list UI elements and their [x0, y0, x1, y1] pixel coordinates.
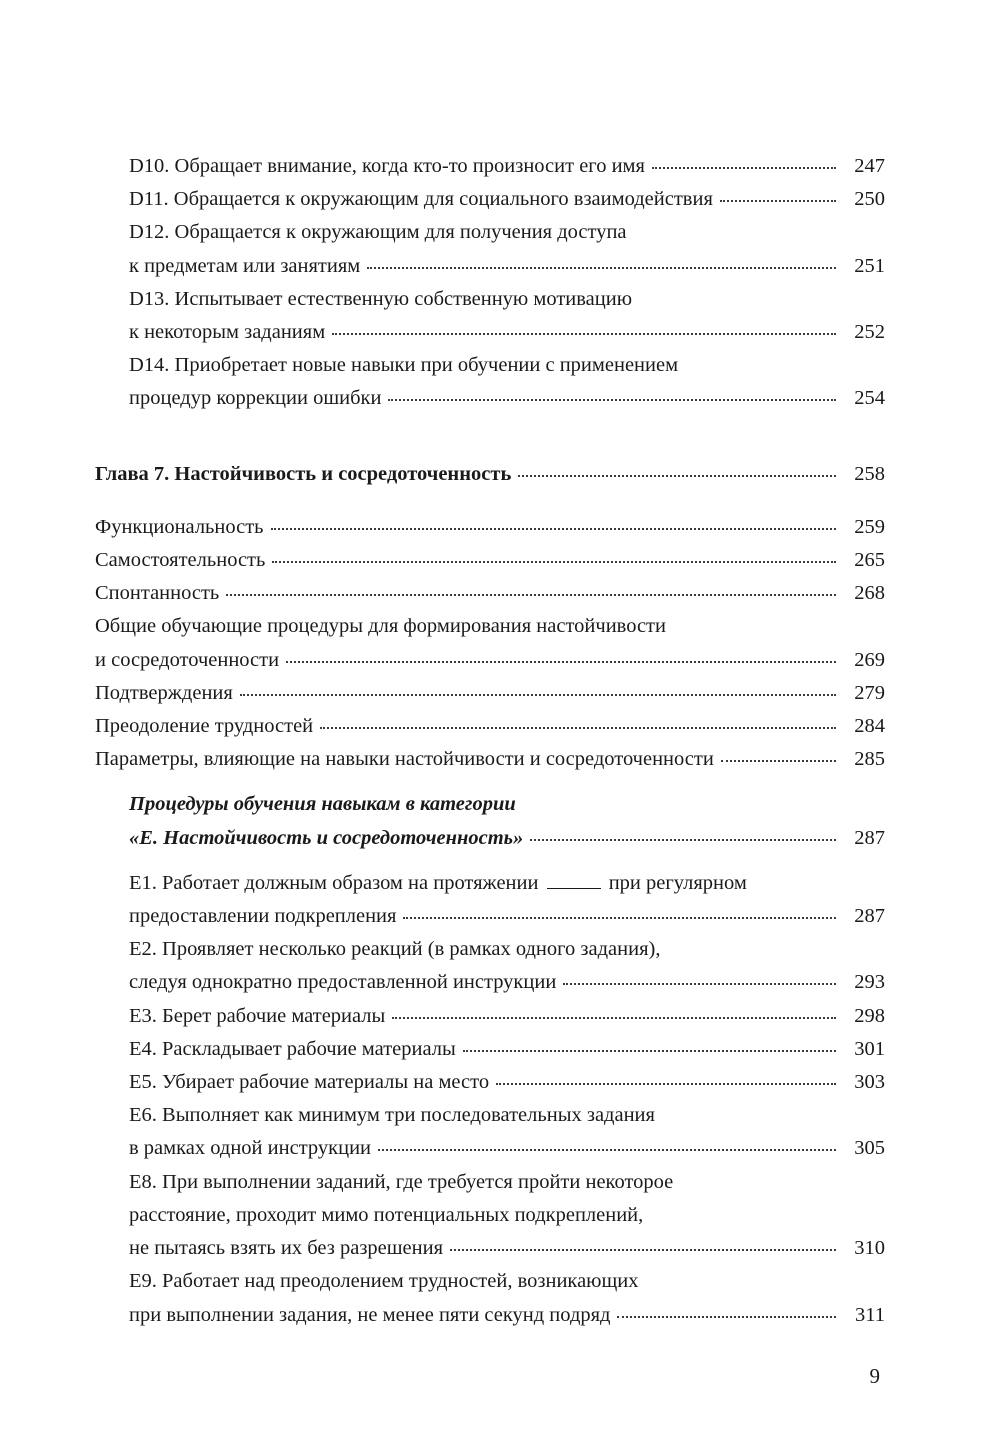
toc-entry[interactable]	[95, 544, 885, 577]
dot-leader	[463, 1050, 836, 1052]
dot-leader	[392, 1017, 836, 1019]
toc-entry-text: D13. Испытывает естественную собственную мотивацию	[129, 287, 633, 310]
toc-entry-text: процедур коррекции ошибки	[129, 387, 382, 410]
toc-entry-text: Процедуры обучения навыкам в категории	[129, 793, 516, 816]
toc-page-number: 251	[854, 254, 885, 277]
toc-entry-text: Общие обучающие процедуры для формирования настойчивости	[95, 615, 666, 638]
toc-entry-text: E8. При выполнении заданий, где требуется пройти некоторое	[129, 1170, 674, 1193]
toc-page-number: 284	[854, 715, 885, 738]
toc-entry-text: E1. Работает должным образом на протяжении при регулярном	[129, 871, 747, 894]
toc-page-number: 293	[854, 971, 885, 994]
toc-entry[interactable]	[129, 150, 885, 183]
toc-entry[interactable]	[129, 933, 885, 999]
dot-leader	[496, 1083, 836, 1085]
dot-leader	[271, 528, 836, 530]
toc-entry-text: в рамках одной инструкции	[129, 1137, 372, 1160]
toc-entry-line	[95, 577, 885, 610]
toc-entry-line	[129, 966, 885, 999]
dot-leader	[272, 561, 836, 563]
toc-entry-text: расстояние, проходит мимо потенциальных подкреплений,	[129, 1203, 644, 1226]
toc-entry-text: E3. Берет рабочие материалы	[129, 1004, 386, 1027]
dot-leader	[388, 399, 836, 401]
spacer	[95, 776, 885, 788]
fill-in-blank	[547, 871, 601, 889]
toc-entry[interactable]	[129, 283, 885, 349]
toc-page-number: 311	[855, 1303, 885, 1326]
toc-entry[interactable]	[129, 1066, 885, 1099]
toc-page-number: 287	[854, 826, 885, 849]
toc-entry-text: к некоторым заданиям	[129, 321, 326, 344]
toc-page-number: 258	[854, 462, 885, 485]
toc-page-number: 285	[854, 748, 885, 771]
toc-entry[interactable]	[95, 511, 885, 544]
toc-entry-line	[95, 511, 885, 544]
toc-entry-line	[129, 1299, 885, 1332]
toc-entry-text: и сосредоточенности	[95, 648, 280, 671]
toc-entry[interactable]	[129, 1166, 885, 1266]
toc-entry[interactable]	[95, 710, 885, 743]
toc-entry-line	[129, 822, 885, 855]
spacer	[95, 416, 885, 458]
toc-entry[interactable]	[95, 577, 885, 610]
toc-page-number: 254	[854, 387, 885, 410]
dot-leader	[226, 594, 836, 596]
toc-entry-text: при выполнении задания, не менее пяти секунд подряд	[129, 1303, 611, 1326]
toc-entry-line	[129, 316, 885, 349]
dot-leader	[617, 1316, 836, 1318]
page-folio: 9	[869, 1364, 880, 1388]
toc-entry[interactable]	[129, 1033, 885, 1066]
toc-entry[interactable]	[95, 743, 885, 776]
toc-entry[interactable]	[129, 216, 885, 282]
toc-page-number: 303	[854, 1071, 885, 1094]
toc-entry[interactable]	[129, 788, 885, 854]
toc-page-number: 268	[854, 582, 885, 605]
dot-leader	[286, 661, 836, 663]
toc-entry-line	[129, 867, 885, 900]
toc-entry-line	[129, 283, 885, 316]
dot-leader	[378, 1149, 836, 1151]
toc-entry-text: к предметам или занятиям	[129, 254, 361, 277]
toc-entry-line	[129, 788, 885, 821]
toc-entry[interactable]	[95, 610, 885, 676]
toc-entry-line	[129, 1099, 885, 1132]
toc-entry-line	[95, 544, 885, 577]
toc-entry-line	[129, 216, 885, 249]
toc-entry-text: Функциональность	[95, 515, 264, 538]
toc-entry-line	[95, 710, 885, 743]
toc-entry-text: Самостоятельность	[95, 549, 266, 572]
toc-entry-text: Глава 7. Настойчивость и сосредоточенность	[95, 462, 512, 485]
toc-entry[interactable]	[129, 1265, 885, 1331]
toc-entry-line	[129, 1000, 885, 1033]
toc-entry[interactable]	[129, 1099, 885, 1165]
toc-entry-line	[129, 1033, 885, 1066]
toc-entry-line	[129, 150, 885, 183]
toc-entry-line	[129, 1232, 885, 1265]
toc-entry-text: Подтверждения	[95, 681, 233, 704]
toc-page-number: 310	[854, 1237, 885, 1260]
toc-page-number: 301	[854, 1037, 885, 1060]
toc-entry-text: «E. Настойчивость и сосредоточенность»	[129, 826, 524, 849]
toc-entry-line	[95, 458, 885, 491]
toc-entry-text: E2. Проявляет несколько реакций (в рамках одного задания),	[129, 938, 661, 961]
toc-entry[interactable]	[95, 458, 885, 491]
toc-entry-line	[129, 1265, 885, 1298]
spacer	[95, 855, 885, 867]
dot-leader	[652, 167, 836, 169]
spacer	[95, 491, 885, 511]
table-of-contents	[95, 150, 885, 1332]
toc-entry-line	[129, 1132, 885, 1165]
toc-entry-line	[129, 382, 885, 415]
dot-leader	[240, 694, 836, 696]
toc-entry[interactable]	[129, 867, 885, 933]
toc-page-number: 298	[854, 1004, 885, 1027]
toc-page-number: 305	[854, 1137, 885, 1160]
toc-entry-text: E5. Убирает рабочие материалы на место	[129, 1071, 490, 1094]
toc-page-number: 250	[854, 188, 885, 211]
toc-entry-text: Преодоление трудностей	[95, 715, 314, 738]
toc-entry-line	[95, 644, 885, 677]
toc-entry[interactable]	[129, 1000, 885, 1033]
toc-page-number: 259	[854, 515, 885, 538]
toc-entry-line	[95, 677, 885, 710]
toc-entry-text: не пытаясь взять их без разрешения	[129, 1237, 444, 1260]
toc-entry-line	[129, 183, 885, 216]
toc-entry-line	[129, 1166, 885, 1199]
toc-entry-text: предоставлении подкрепления	[129, 905, 397, 928]
toc-entry-line	[129, 250, 885, 283]
toc-page-number: 265	[854, 549, 885, 572]
toc-entry[interactable]	[95, 677, 885, 710]
dot-leader	[450, 1249, 836, 1251]
dot-leader	[720, 200, 836, 202]
toc-page-number: 269	[854, 648, 885, 671]
dot-leader	[563, 983, 836, 985]
toc-entry-text: Спонтанность	[95, 582, 220, 605]
toc-entry[interactable]	[129, 183, 885, 216]
dot-leader	[721, 760, 836, 762]
toc-page-number: 252	[854, 321, 885, 344]
toc-page-number: 279	[854, 681, 885, 704]
toc-page-number: 247	[854, 155, 885, 177]
dot-leader	[403, 917, 836, 919]
toc-entry-line	[129, 900, 885, 933]
toc-entry-line	[129, 933, 885, 966]
toc-entry-text: D12. Обращается к окружающим для получения доступа	[129, 221, 627, 244]
dot-leader	[332, 333, 836, 335]
toc-entry-line	[129, 1199, 885, 1232]
toc-entry-line	[95, 743, 885, 776]
toc-entry-text: E4. Раскладывает рабочие материалы	[129, 1037, 456, 1060]
dot-leader	[530, 839, 836, 841]
toc-entry-text: E9. Работает над преодолением трудностей, возникающих	[129, 1270, 639, 1293]
toc-entry[interactable]	[129, 349, 885, 415]
toc-entry-text: D10. Обращает внимание, когда кто-то произносит его имя	[129, 155, 645, 177]
dot-leader	[320, 727, 836, 729]
toc-entry-line	[129, 349, 885, 382]
toc-entry-line	[95, 610, 885, 643]
dot-leader	[367, 267, 836, 269]
toc-entry-text: Параметры, влияющие на навыки настойчивости и сосредоточенности	[95, 748, 714, 771]
dot-leader	[518, 475, 836, 477]
toc-entry-text: следуя однократно предоставленной инструкции	[129, 971, 557, 994]
toc-entry-line	[129, 1066, 885, 1099]
toc-entry-text: D14. Приобретает новые навыки при обучении с применением	[129, 354, 679, 377]
toc-page-number: 287	[854, 905, 885, 928]
toc-entry-text: D11. Обращается к окружающим для социального взаимодействия	[129, 188, 713, 211]
toc-entry-text: E6. Выполняет как минимум три последовательных задания	[129, 1104, 655, 1127]
